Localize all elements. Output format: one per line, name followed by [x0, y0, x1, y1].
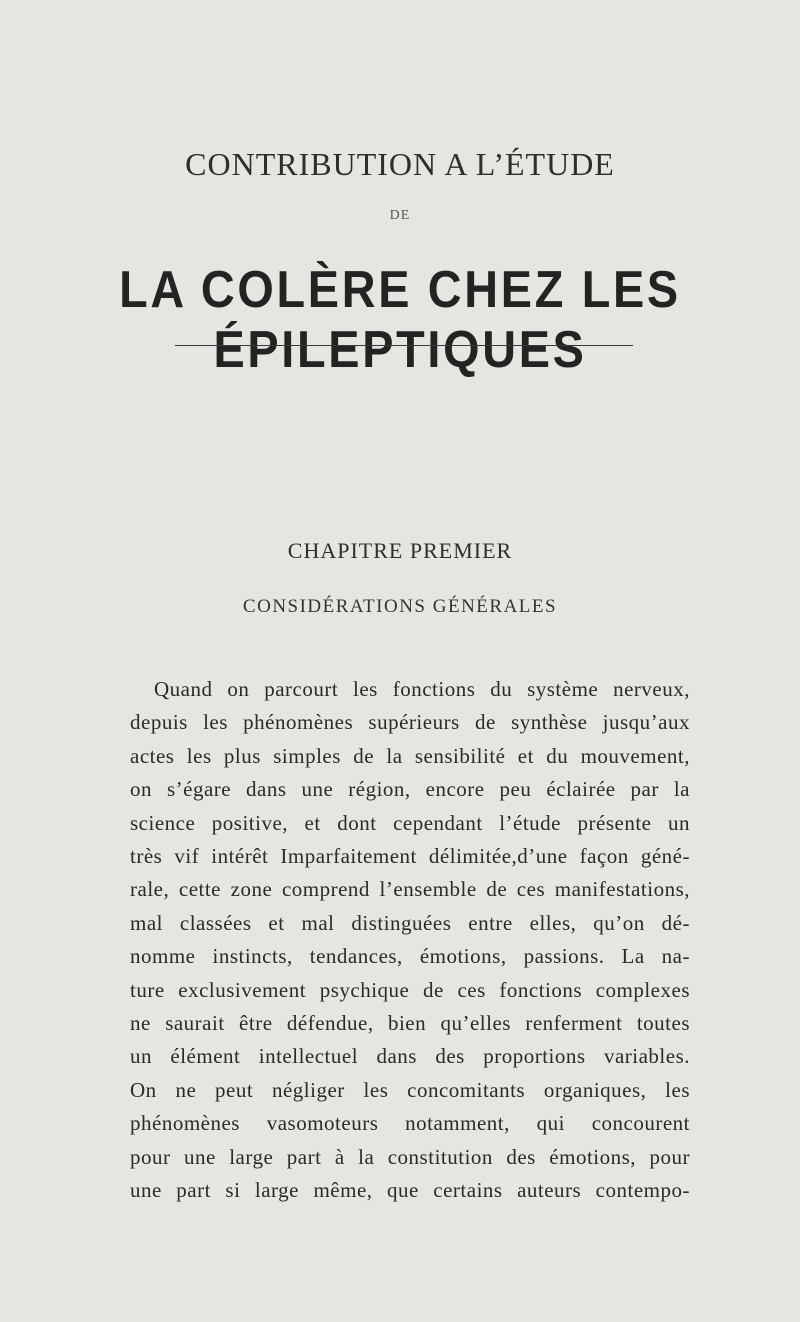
paragraph-line: très vif intérêt Imparfaitement délimitée,d’une façon géné-: [130, 844, 690, 869]
body-paragraph: [130, 673, 690, 1208]
book-subject-title: LA COLÈRE CHEZ LES ÉPILEPTIQUES: [119, 261, 681, 379]
paragraph-line: un élément intellectuel dans des proportions variables.: [130, 1044, 690, 1069]
paragraph-line: Quand on parcourt les fonctions du système nerveux,: [154, 677, 690, 701]
paragraph-line: depuis les phénomènes supérieurs de synthèse jusqu’aux: [130, 710, 690, 735]
paragraph-line: on s’égare dans une région, encore peu éclairée par la: [130, 777, 690, 802]
paragraph-line: ne saurait être défendue, bien qu’elles renferment toutes: [130, 1011, 690, 1036]
chapter-heading: CHAPITRE PREMIER: [287, 538, 513, 563]
paragraph-line: science positive, et dont cependant l’étude présente un: [130, 810, 690, 835]
paragraph-line: nomme instincts, tendances, émotions, passions. La na-: [130, 944, 690, 969]
paragraph-line: rale, cette zone comprend l’ensemble de ces manifestations,: [130, 877, 690, 902]
paragraph-line: phénomènes vasomoteurs notamment, qui concourent: [130, 1111, 690, 1136]
paragraph-line: une part si large même, que certains auteurs contempo-: [130, 1178, 690, 1203]
paragraph-line: pour une large part à la constitution des émotions, pour: [130, 1144, 690, 1169]
paragraph-line: mal classées et mal distinguées entre elles, qu’on dé-: [130, 910, 690, 935]
title-connector: DE: [389, 208, 411, 223]
section-title: CONSIDÉRATIONS GÉNÉRALES: [242, 596, 558, 617]
paragraph-line: On ne peut négliger les concomitants organiques, les: [130, 1077, 690, 1102]
title-divider-rule: [175, 345, 633, 346]
paragraph-line: actes les plus simples de la sensibilité et du mouvement,: [130, 743, 690, 768]
book-title: CONTRIBUTION A L’ÉTUDE: [185, 146, 615, 182]
paragraph-line: ture exclusivement psychique de ces fonctions complexes: [130, 977, 690, 1002]
